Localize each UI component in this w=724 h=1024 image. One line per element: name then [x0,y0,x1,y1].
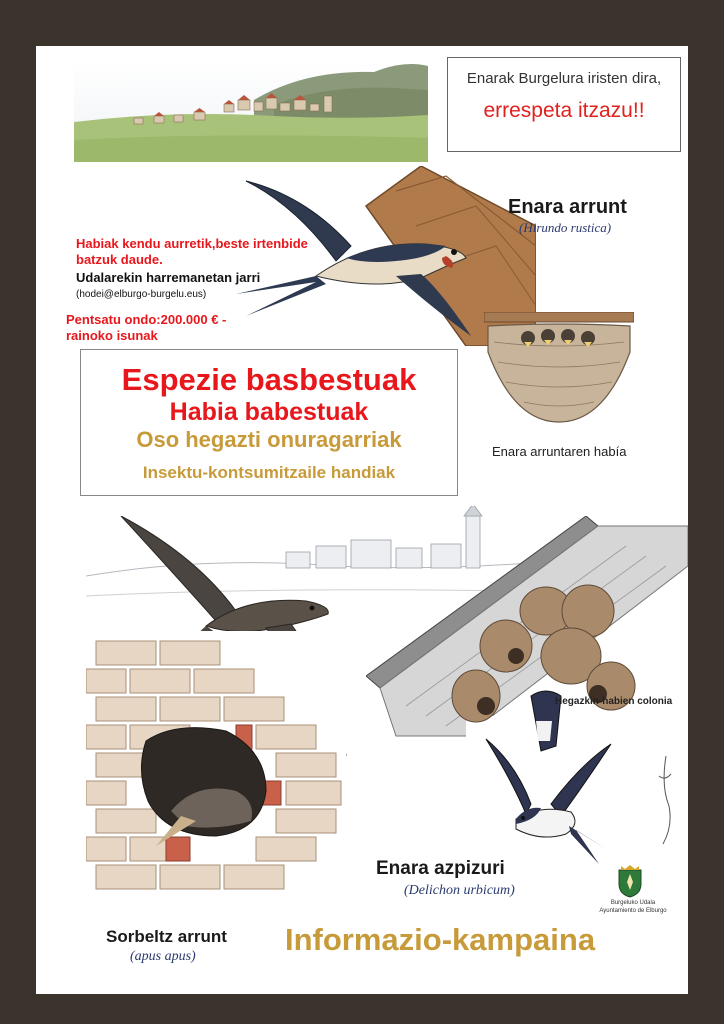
nest-caption: Enara arruntaren había [492,444,627,459]
logo-line2: Ayuntamiento de Elburgo [599,908,667,914]
elburgo-coat-of-arms-logo [615,864,645,898]
barn-swallow-latin: (Hirundo rustica) [519,220,612,235]
warning-line2: batzuk daude. [76,252,163,267]
sketch-mark-illustration [651,756,681,846]
house-martin-latin: (Delichon urbicum) [404,883,515,898]
top-notice-line2: errespeta itzazu!! [483,99,645,122]
swift-latin: (apus apus) [130,949,196,964]
barn-swallow-nest-illustration [484,312,634,437]
beneficial-birds-line: Oso hegazti onuragarriak [136,427,402,452]
warning-line1: Habiak kendu aurretik,beste irtenbide [76,236,308,251]
house-martin-colony-illustration [366,516,688,766]
protected-species-box [80,349,458,496]
protected-nests-title: Habia babestuak [169,398,369,426]
warning-fine-line2: rainoko isunak [66,328,158,343]
warning-fine-line1: Pentsatu ondo:200.000 € - [66,312,227,327]
campaign-title: Informazio-kampaina [285,922,596,957]
warning-contact: Udalarekin harremanetan jarri [76,270,261,285]
colony-caption: Hegazkin-habien colonia [555,696,673,707]
village-landscape-illustration [74,60,428,162]
logo-line1: Burgeluko Udala [610,900,656,906]
poster [36,46,688,994]
brick-wall-illustration [86,631,346,901]
warning-email: (hodei@elburgo-burgelu.eus) [76,289,207,300]
protected-species-title: Espezie basbestuak [121,362,417,397]
swift-name: Sorbeltz arrunt [106,927,227,946]
barn-swallow-name: Enara arrunt [508,196,627,218]
house-martin-flying-illustration [471,734,621,874]
insect-consumers-line: Insektu-kontsumitzaile handiak [142,463,396,482]
top-notice-box [447,57,681,152]
house-martin-name: Enara azpizuri [376,858,505,879]
top-notice-line1: Enarak Burgelura iristen dira, [466,70,662,87]
